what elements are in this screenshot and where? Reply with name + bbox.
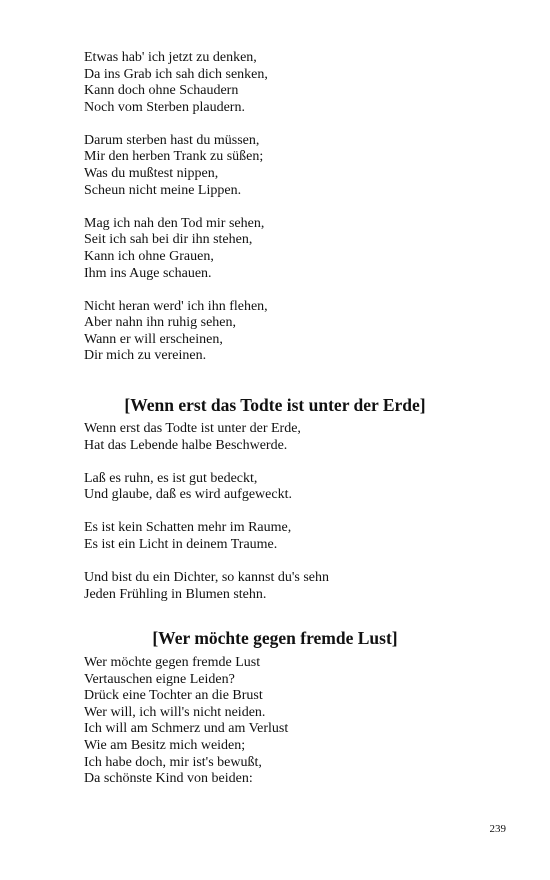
- poem-3-title: [Wer möchte gegen fremde Lust]: [152, 628, 398, 648]
- verse-line: Wer will, ich will's nicht neiden.: [84, 704, 266, 720]
- verse-line: Ich will am Schmerz und am Verlust: [84, 721, 289, 737]
- verse-line: Scheun nicht meine Lippen.: [84, 182, 242, 198]
- poem-1: [84, 50, 504, 382]
- poem-3: [84, 655, 504, 804]
- verse-line: Kann ich ohne Grauen,: [84, 248, 214, 264]
- stanza: [84, 50, 504, 116]
- verse-line: Laß es ruhn, es ist gut bedeckt,: [84, 470, 258, 486]
- verse-line: Da ins Grab ich sah dich senken,: [84, 66, 268, 82]
- verse-line: Mir den herben Trank zu süßen;: [84, 149, 264, 165]
- verse-line: Und glaube, daß es wird aufgeweckt.: [84, 487, 292, 503]
- verse-line: Hat das Lebende halbe Beschwerde.: [84, 437, 288, 453]
- verse-line: Nicht heran werd' ich ihn flehen,: [84, 298, 268, 314]
- verse-line: Ich habe doch, mir ist's bewußt,: [84, 754, 262, 770]
- verse-line: Da schönste Kind von beiden:: [84, 771, 253, 787]
- verse-line: Dir mich zu vereinen.: [84, 348, 207, 364]
- verse-line: Mag ich nah den Tod mir sehen,: [84, 215, 265, 231]
- poem-2-title: [Wenn erst das Todte ist unter der Erde]: [124, 395, 426, 415]
- stanza: [84, 520, 504, 553]
- verse-line: Etwas hab' ich jetzt zu denken,: [84, 50, 257, 65]
- verse-line: Wenn erst das Todte ist unter der Erde,: [84, 421, 301, 436]
- stanza: [84, 216, 504, 282]
- stanza: [84, 655, 504, 788]
- verse-line: Drück eine Tochter an die Brust: [84, 688, 263, 704]
- verse-line: Wann er will erscheinen,: [84, 331, 223, 347]
- verse-line: Wie am Besitz mich weiden;: [84, 737, 246, 753]
- page-number: 239: [489, 823, 506, 835]
- verse-line: Jeden Frühling in Blumen stehn.: [84, 586, 267, 602]
- verse-line: Vertauschen eigne Leiden?: [84, 671, 235, 687]
- verse-line: Ihm ins Auge schauen.: [84, 265, 212, 281]
- verse-line: Darum sterben hast du müssen,: [84, 132, 260, 148]
- verse-line: Es ist kein Schatten mehr im Raume,: [84, 520, 292, 536]
- verse-line: Was du mußtest nippen,: [84, 166, 219, 182]
- stanza: [84, 570, 504, 603]
- verse-line: Es ist ein Licht in deinem Traume.: [84, 536, 278, 552]
- stanza: [84, 471, 504, 504]
- stanza: [84, 421, 504, 454]
- verse-line: Seit ich sah bei dir ihn stehen,: [84, 232, 253, 248]
- verse-line: Kann doch ohne Schaudern: [84, 83, 239, 99]
- verse-line: Aber nahn ihn ruhig sehen,: [84, 315, 237, 331]
- verse-line: Wer möchte gegen fremde Lust: [84, 655, 261, 670]
- stanza: [84, 299, 504, 365]
- stanza: [84, 133, 504, 199]
- verse-line: Und bist du ein Dichter, so kannst du's sehn: [84, 570, 329, 586]
- poem-2: [84, 421, 504, 620]
- verse-line: Noch vom Sterben plaudern.: [84, 99, 245, 115]
